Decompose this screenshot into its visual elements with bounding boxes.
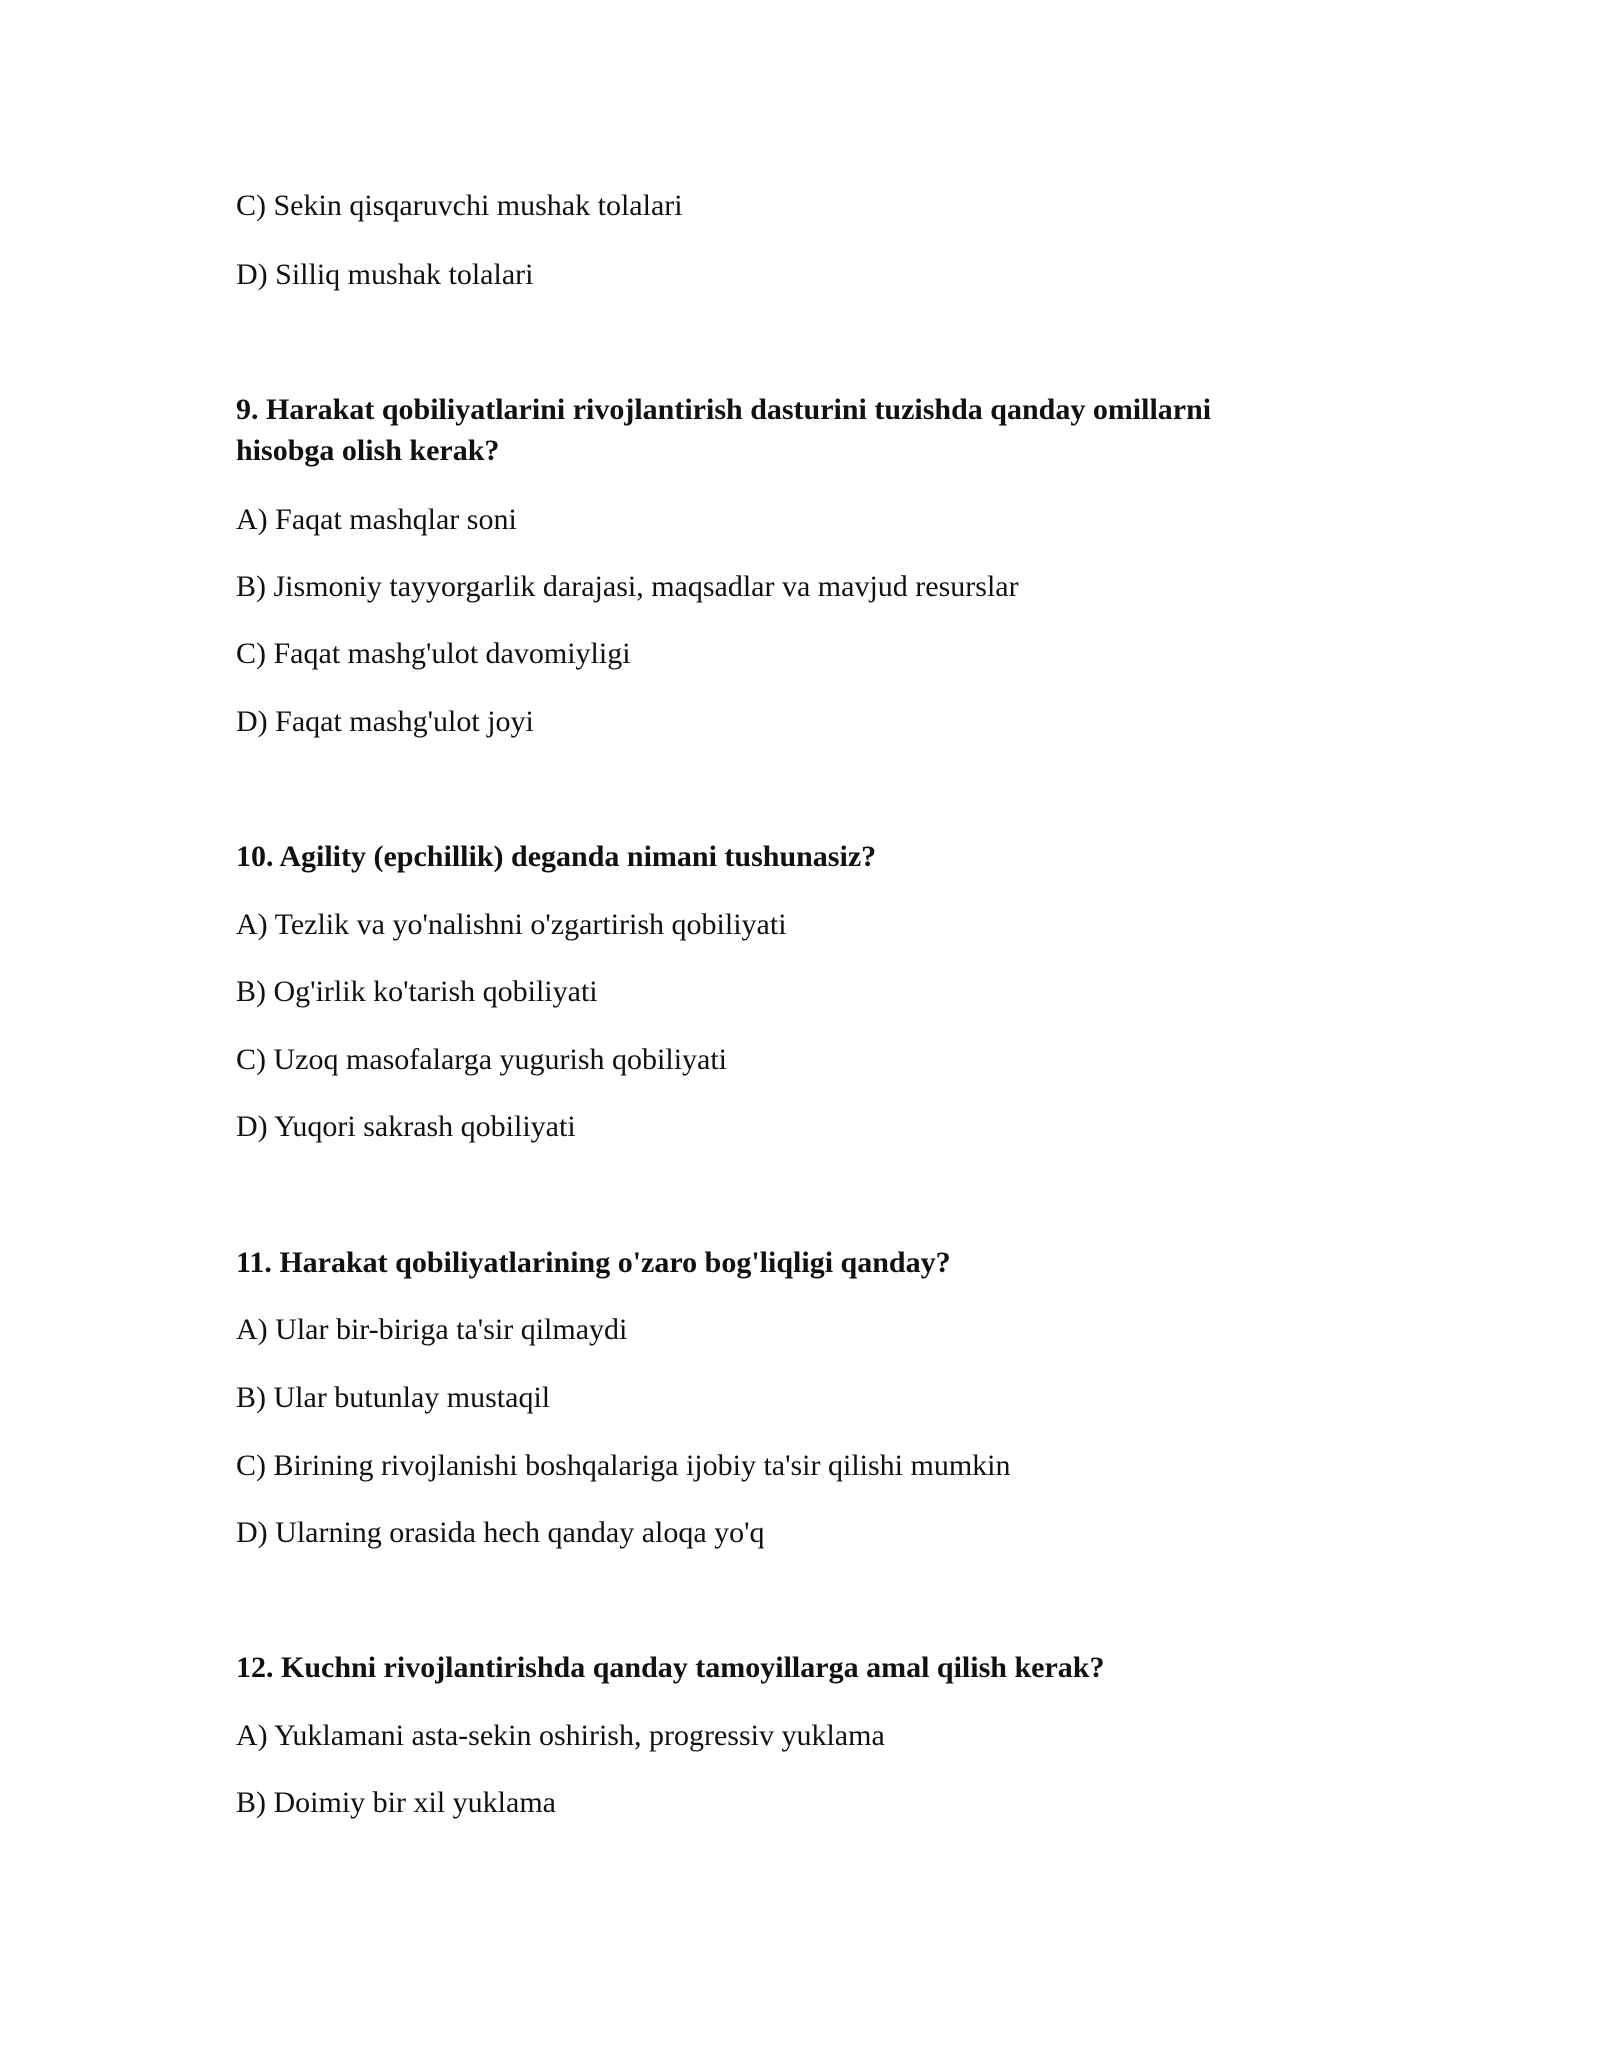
option-text: C) Sekin qisqaruvchi mushak tolalari (236, 189, 683, 222)
question-title: 10. Agility (epchillik) deganda nimani tushunasiz? (236, 840, 877, 873)
option-text: C) Faqat mashg'ulot davomiyligi (236, 637, 631, 670)
question-title: hisobga olish kerak? (236, 434, 500, 467)
option-text: D) Silliq mushak tolalari (236, 258, 534, 291)
option-text: C) Uzoq masofalarga yugurish qobiliyati (236, 1043, 728, 1076)
option-text: B) Og'irlik ko'tarish qobiliyati (236, 975, 598, 1008)
option-text: B) Doimiy bir xil yuklama (236, 1786, 556, 1819)
option-text: D) Faqat mashg'ulot joyi (236, 705, 534, 738)
option-text: A) Tezlik va yo'nalishni o'zgartirish qobiliyati (236, 908, 787, 941)
option-text: C) Birining rivojlanishi boshqalariga ijobiy ta'sir qilishi mumkin (236, 1449, 1011, 1482)
option-text: A) Ular bir-biriga ta'sir qilmaydi (236, 1313, 628, 1346)
option-text: A) Yuklamani asta-sekin oshirish, progressiv yuklama (236, 1719, 885, 1752)
option-text: A) Faqat mashqlar soni (236, 503, 517, 536)
option-text: D) Ularning orasida hech qanday aloqa yo'q (236, 1516, 765, 1549)
option-text: B) Jismoniy tayyorgarlik darajasi, maqsadlar va mavjud resurslar (236, 570, 1019, 603)
option-text: B) Ular butunlay mustaqil (236, 1381, 551, 1414)
question-title: 9. Harakat qobiliyatlarini rivojlantirish dasturini tuzishda qanday omillarni (236, 393, 1212, 426)
question-title: 12. Kuchni rivojlantirishda qanday tamoyillarga amal qilish kerak? (236, 1651, 1105, 1684)
option-text: D) Yuqori sakrash qobiliyati (236, 1110, 576, 1143)
question-title: 11. Harakat qobiliyatlarining o'zaro bog'liqligi qanday? (236, 1246, 951, 1279)
